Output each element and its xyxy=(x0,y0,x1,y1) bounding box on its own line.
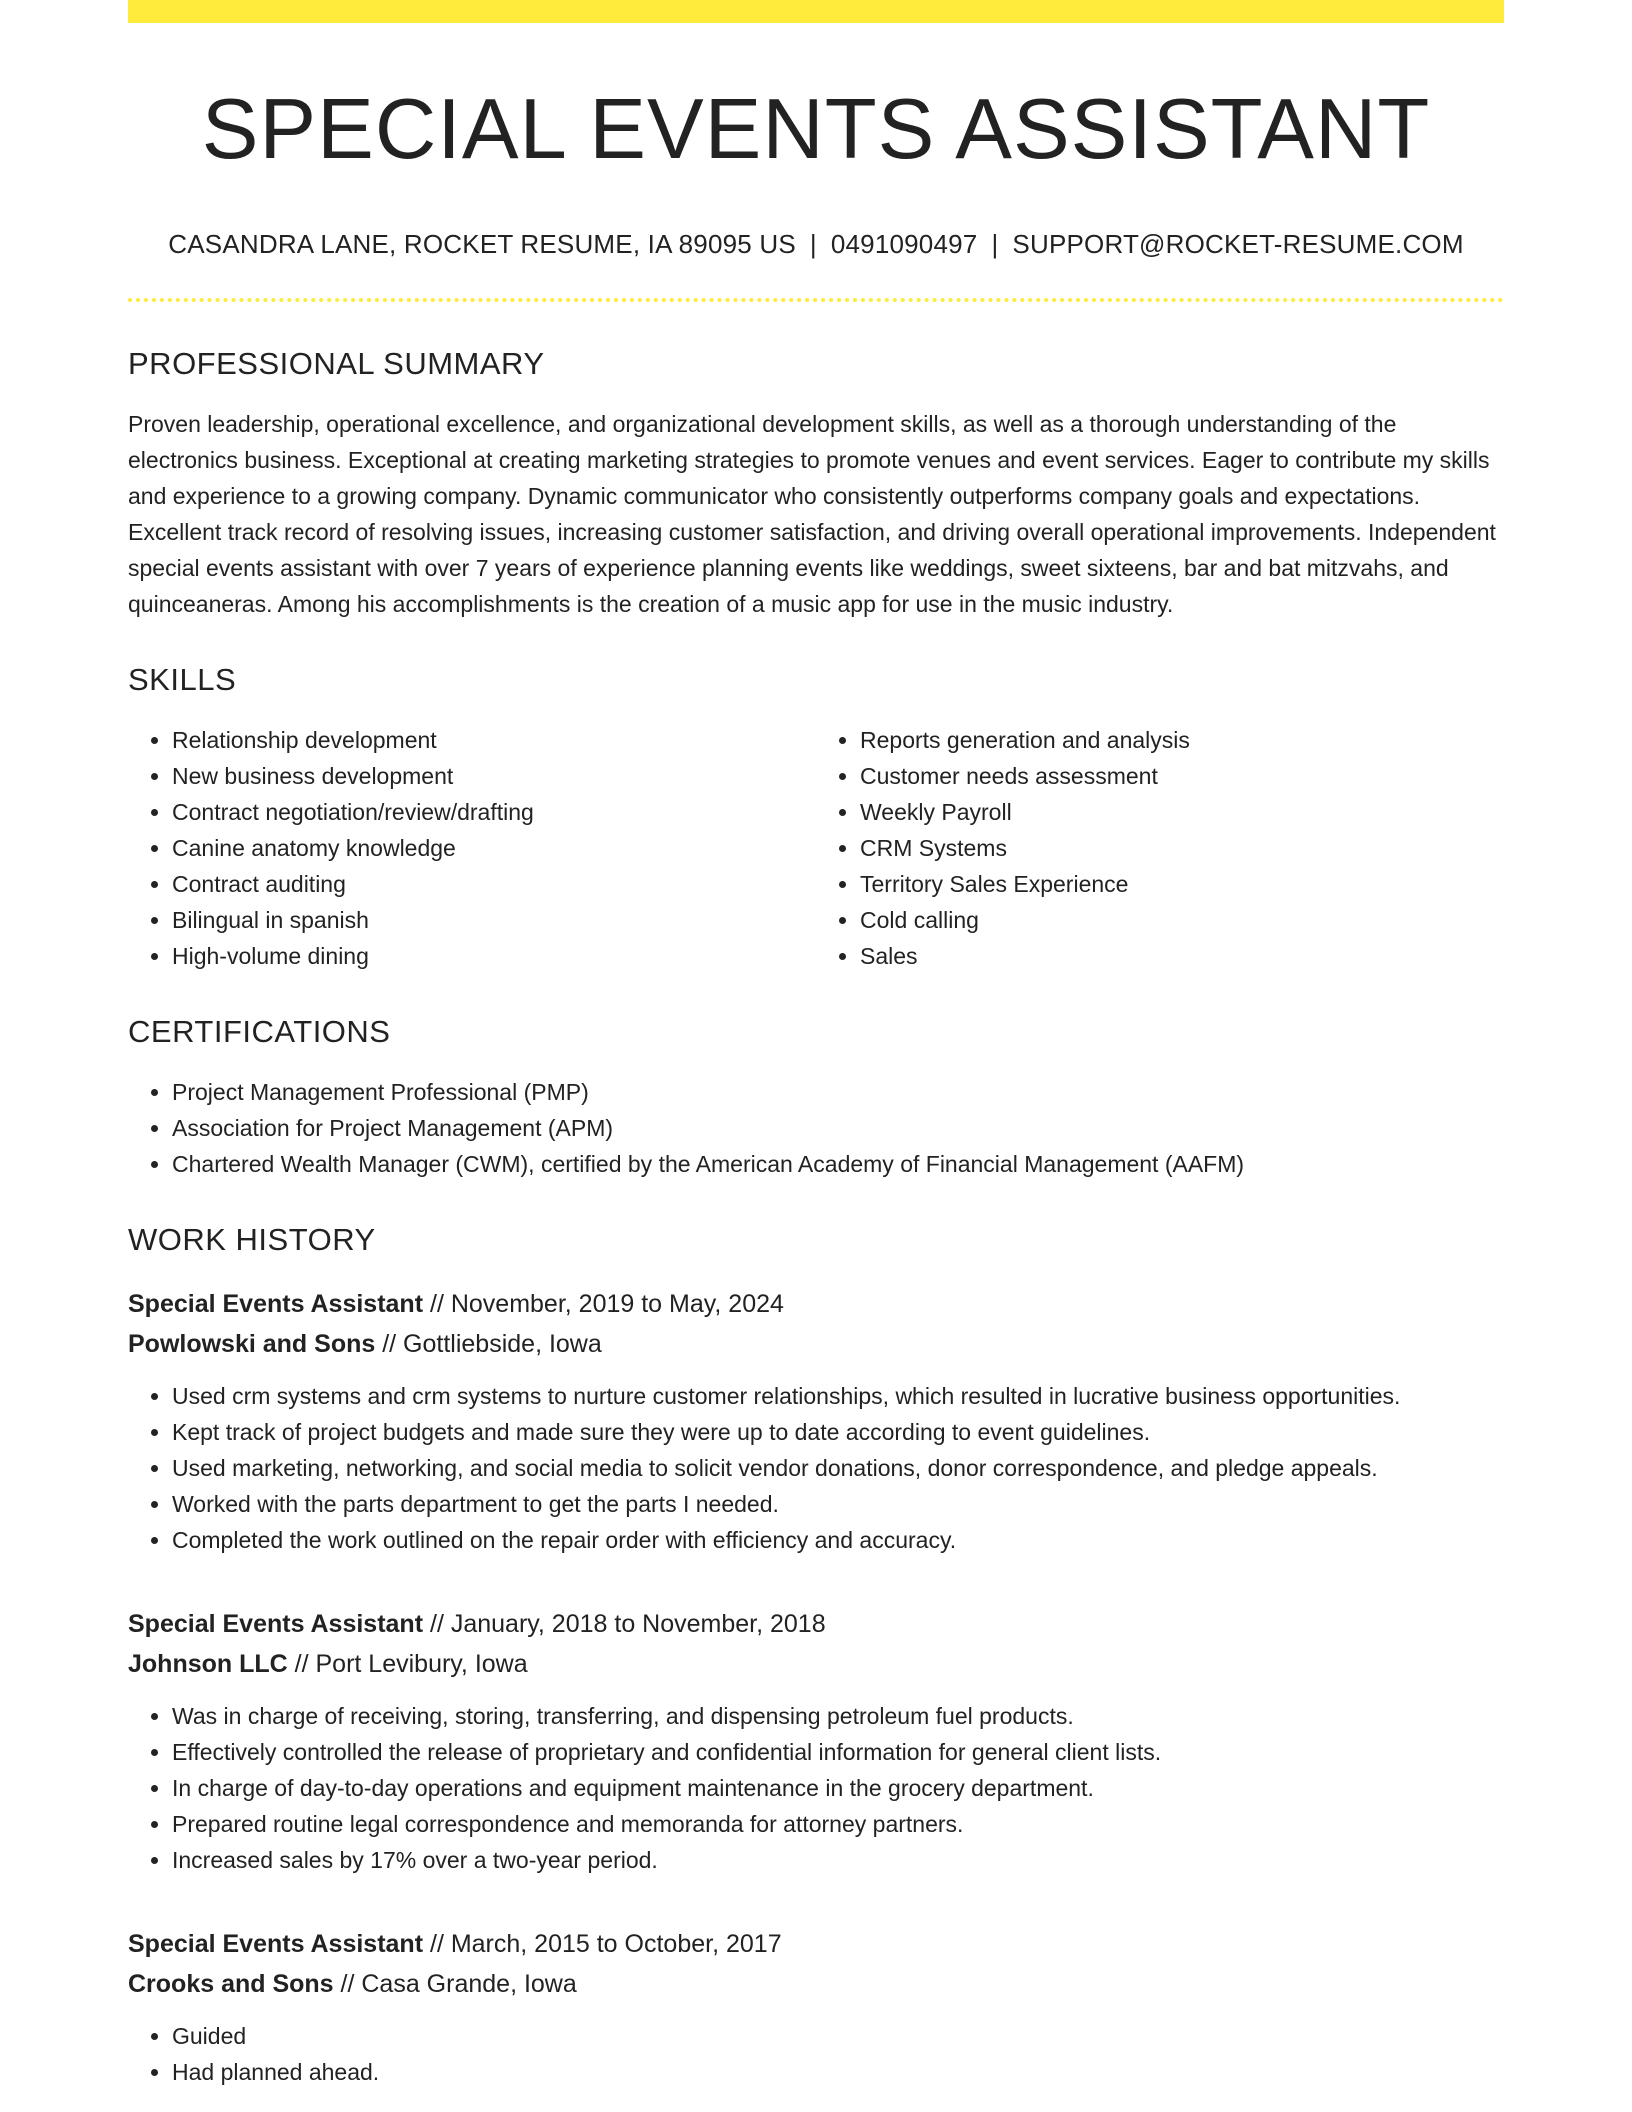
job-role: Special Events Assistant xyxy=(128,1929,424,1958)
skill-item: • Contract auditing xyxy=(172,866,816,902)
job-bullet: • In charge of day-to-day operations and equipment maintenance in the grocery department. xyxy=(172,1770,1504,1806)
job-bullet: • Effectively controlled the release of proprietary and confidential information for general client lists. xyxy=(172,1734,1504,1770)
contact-phone: 0491090497 xyxy=(830,228,978,259)
work-history-section xyxy=(128,1222,1504,2090)
skill-item: • Customer needs assessment xyxy=(860,758,1504,794)
skill-item: • Canine anatomy knowledge xyxy=(172,830,816,866)
job-bullets xyxy=(128,1698,1504,1878)
skill-item: • Contract negotiation/review/drafting xyxy=(172,794,816,830)
skill-item: • Weekly Payroll xyxy=(860,794,1504,830)
top-accent-bar xyxy=(128,0,1504,23)
job-company: Powlowski and Sons xyxy=(128,1329,376,1358)
skill-item: • High-volume dining xyxy=(172,938,816,974)
job-bullets xyxy=(128,1378,1504,1558)
resume-title: SPECIAL EVENTS ASSISTANT xyxy=(201,82,1431,177)
job-company: Crooks and Sons xyxy=(128,1969,334,1998)
job-company: Johnson LLC xyxy=(128,1649,288,1678)
job-bullet: • Worked with the parts department to get the parts I needed. xyxy=(172,1486,1504,1522)
job-entry xyxy=(128,1284,1504,1558)
skill-item: • Bilingual in spanish xyxy=(172,902,816,938)
job-bullet: • Was in charge of receiving, storing, transferring, and dispensing petroleum fuel products. xyxy=(172,1698,1504,1734)
certifications-heading: CERTIFICATIONS xyxy=(128,1013,391,1049)
contact-separator: | xyxy=(991,228,999,259)
skills-section xyxy=(128,662,1504,974)
job-bullet: • Completed the work outlined on the repair order with efficiency and accuracy. xyxy=(172,1522,1504,1558)
certification-item: • Chartered Wealth Manager (CWM), certified by the American Academy of Financial Management (AAFM) xyxy=(172,1146,1504,1182)
skill-item: • Relationship development xyxy=(172,722,816,758)
job-role-line xyxy=(128,1604,1504,1644)
skill-item: • Reports generation and analysis xyxy=(860,722,1504,758)
summary-text: Proven leadership, operational excellence, and organizational development skills, as well as a thorough understanding of the electronics business. Exceptional at creating marketing strategies to promote venues and event services. Eager to contribute my skills and experience to a growing company. Dynamic communicator who consistently outperforms company goals and expectations. Excellent track record of resolving issues, increasing customer satisfaction, and driving overall operational improvements. Independent special events assistant with over 7 years of experience planning events like weddings, sweet sixteens, bar and bat mitzvahs, and quinceaneras. Among his accomplishments is the creation of a music app for use in the music industry. xyxy=(128,410,1496,617)
job-location: // Gottliebside, Iowa xyxy=(375,1329,602,1358)
job-company-line xyxy=(128,1644,1504,1684)
work-history-heading: WORK HISTORY xyxy=(128,1221,376,1257)
job-bullet: • Had planned ahead. xyxy=(172,2054,1504,2090)
certification-item: • Project Management Professional (PMP) xyxy=(172,1074,1504,1110)
job-bullet: • Increased sales by 17% over a two-year period. xyxy=(172,1842,1504,1878)
job-bullets xyxy=(128,2018,1504,2090)
job-bullet: • Guided xyxy=(172,2018,1504,2054)
job-bullet: • Used crm systems and crm systems to nurture customer relationships, which resulted in lucrative business opportunities. xyxy=(172,1378,1504,1414)
job-company-line xyxy=(128,1324,1504,1364)
job-bullet: • Prepared routine legal correspondence and memoranda for attorney partners. xyxy=(172,1806,1504,1842)
summary-heading: PROFESSIONAL SUMMARY xyxy=(128,345,545,381)
resume-page xyxy=(128,0,1504,2090)
contact-address: CASANDRA LANE, ROCKET RESUME, IA 89095 US xyxy=(168,228,796,259)
job-role: Special Events Assistant xyxy=(128,1289,424,1318)
skill-item: • New business development xyxy=(172,758,816,794)
summary-section xyxy=(128,346,1504,622)
job-entry xyxy=(128,1604,1504,1878)
skill-item: • Sales xyxy=(860,938,1504,974)
contact-line xyxy=(128,229,1504,260)
skill-item: • Cold calling xyxy=(860,902,1504,938)
certifications-section xyxy=(128,1014,1504,1182)
skill-item: • Territory Sales Experience xyxy=(860,866,1504,902)
skills-list-left xyxy=(128,722,816,974)
skills-grid xyxy=(128,722,1504,974)
job-entry xyxy=(128,1924,1504,2090)
job-company-line xyxy=(128,1964,1504,2004)
job-bullet: • Used marketing, networking, and social media to solicit vendor donations, donor correspondence, and pledge appeals. xyxy=(172,1450,1504,1486)
job-dates: // November, 2019 to May, 2024 xyxy=(423,1289,784,1318)
certification-item: • Association for Project Management (APM) xyxy=(172,1110,1504,1146)
job-dates: // March, 2015 to October, 2017 xyxy=(423,1929,782,1958)
certifications-list xyxy=(128,1074,1504,1182)
job-location: // Port Levibury, Iowa xyxy=(287,1649,528,1678)
skills-heading: SKILLS xyxy=(128,661,237,697)
job-role-line xyxy=(128,1284,1504,1324)
contact-email: SUPPORT@ROCKET-RESUME.COM xyxy=(1012,228,1464,259)
job-location: // Casa Grande, Iowa xyxy=(333,1969,577,1998)
job-bullet: • Kept track of project budgets and made sure they were up to date according to event guidelines. xyxy=(172,1414,1504,1450)
skills-list-right xyxy=(816,722,1504,974)
job-dates: // January, 2018 to November, 2018 xyxy=(423,1609,826,1638)
skill-item: • CRM Systems xyxy=(860,830,1504,866)
job-role-line xyxy=(128,1924,1504,1964)
job-role: Special Events Assistant xyxy=(128,1609,424,1638)
contact-separator: | xyxy=(809,228,817,259)
dotted-divider xyxy=(128,298,1504,302)
